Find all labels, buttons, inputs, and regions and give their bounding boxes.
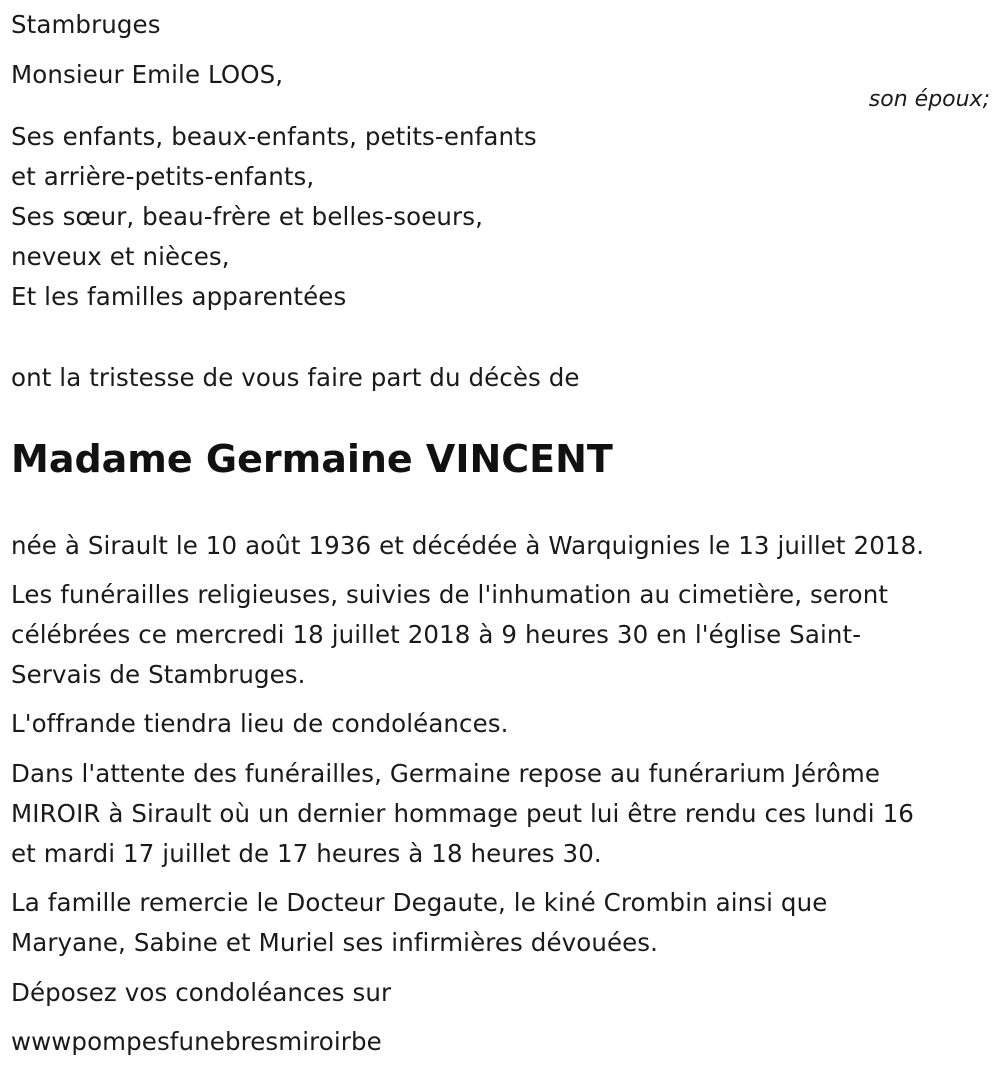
spouse-relation: son époux; (868, 87, 990, 112)
thanks-text: Maryane, Sabine et Muriel ses infirmières dévouées. (11, 928, 659, 957)
deceased-name: Madame Germaine VINCENT (11, 437, 613, 481)
funeral-text: Les funérailles religieuses, suivies de l'inhumation au cimetière, seront (11, 580, 889, 609)
place-name: Stambruges (11, 10, 161, 39)
visitation-text: et mardi 17 juillet de 17 heures à 18 heures 30. (11, 839, 602, 868)
thanks-text: La famille remercie le Docteur Degaute, le kiné Crombin ainsi que (11, 888, 828, 917)
family-line: Ses sœur, beau-frère et belles-soeurs, (11, 202, 483, 231)
offering-text: L'offrande tiendra lieu de condoléances. (11, 709, 509, 738)
condolences-label: Déposez vos condoléances sur (11, 978, 392, 1007)
birth-death-text: née à Sirault le 10 août 1936 et décédée à Warquignies le 13 juillet 2018. (11, 531, 925, 560)
family-line: neveux et nièces, (11, 242, 230, 271)
family-line: Et les familles apparentées (11, 282, 347, 311)
condolences-site: wwwpompesfunebresmiroirbe (11, 1027, 382, 1056)
spouse-name: Monsieur Emile LOOS, (11, 60, 284, 89)
family-line: et arrière-petits-enfants, (11, 162, 315, 191)
funeral-text: célébrées ce mercredi 18 juillet 2018 à 9 heures 30 en l'église Saint- (11, 620, 862, 649)
visitation-text: Dans l'attente des funérailles, Germaine repose au funérarium Jérôme (11, 759, 880, 788)
family-line: Ses enfants, beaux-enfants, petits-enfants (11, 122, 537, 151)
announcement-text: ont la tristesse de vous faire part du décès de (11, 363, 580, 392)
funeral-text: Servais de Stambruges. (11, 660, 306, 689)
visitation-text: MIROIR à Sirault où un dernier hommage peut lui être rendu ces lundi 16 (11, 799, 914, 828)
